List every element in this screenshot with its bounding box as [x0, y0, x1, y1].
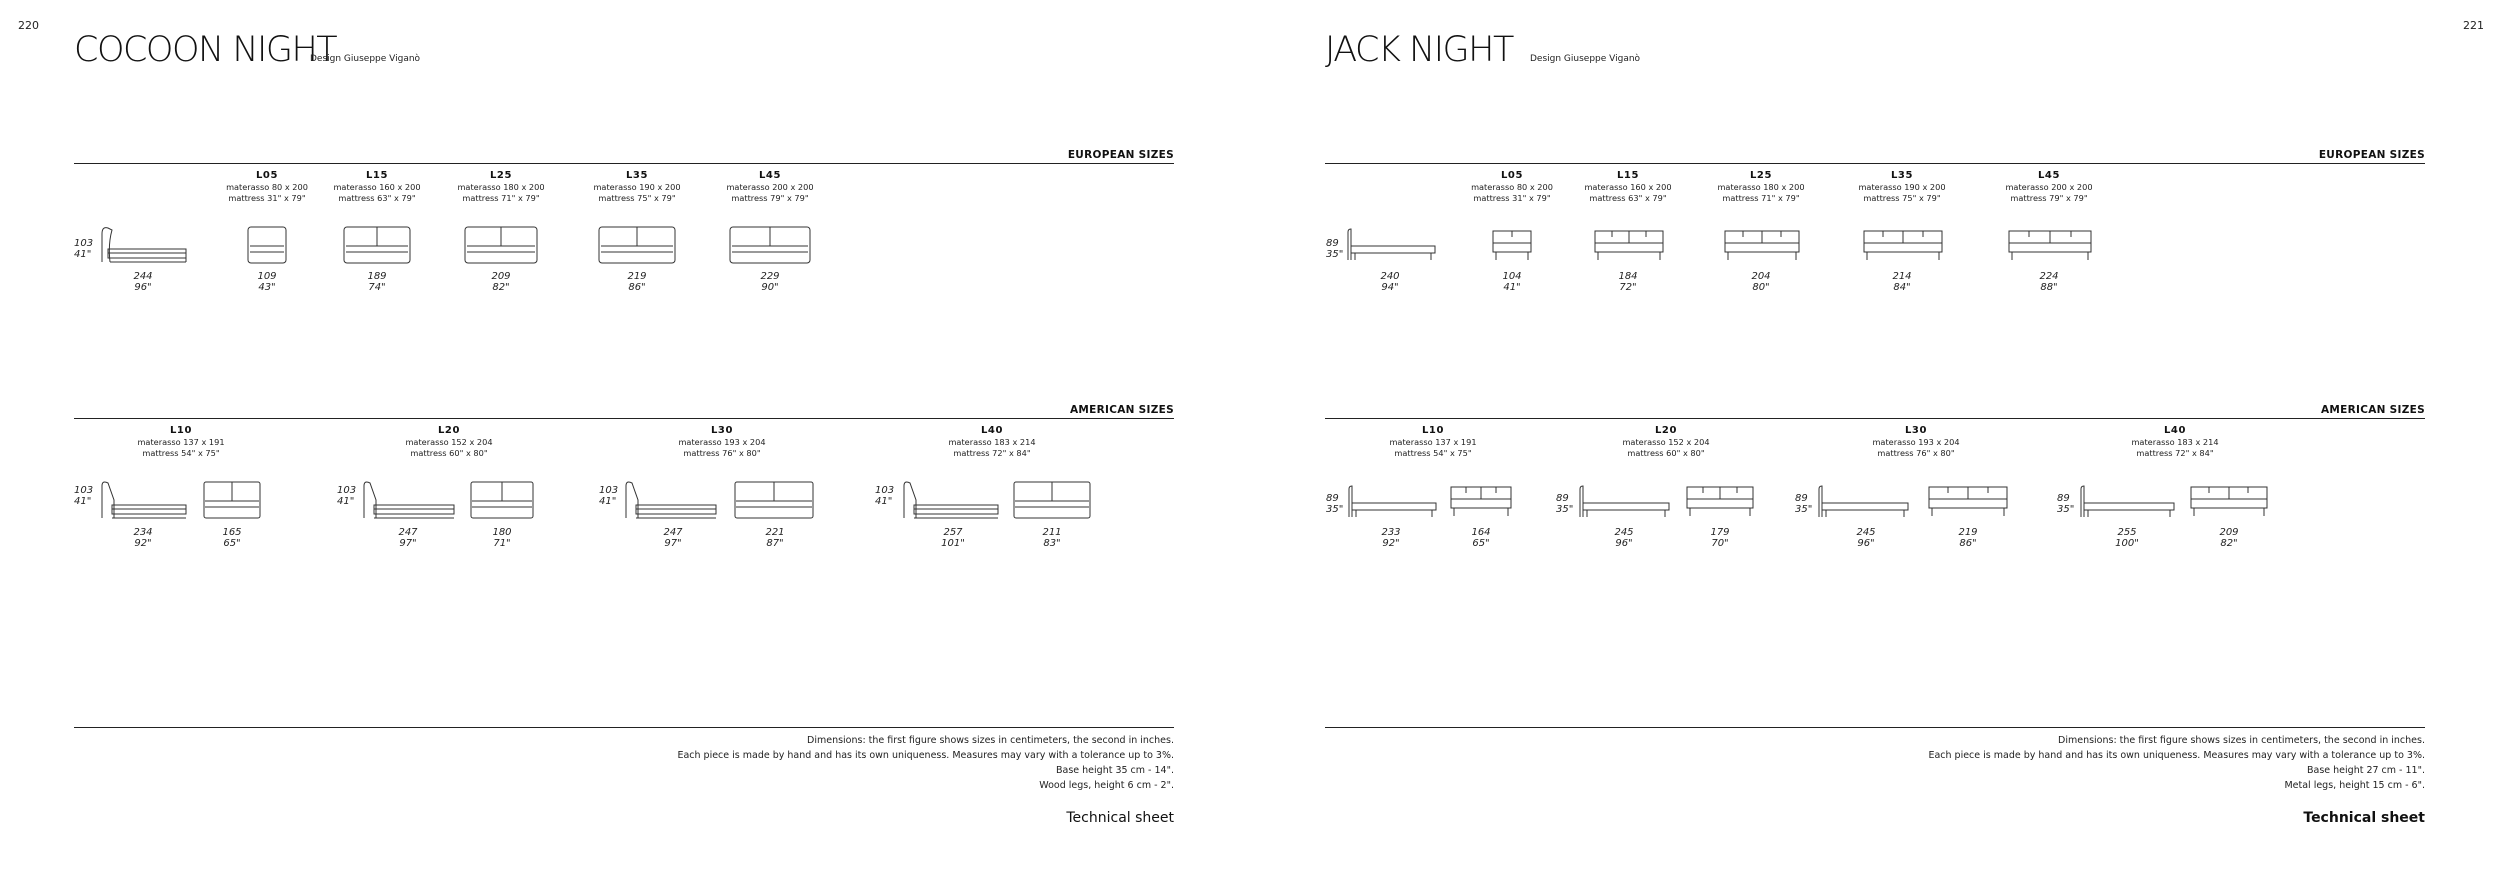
model-l20 [1622, 424, 1709, 458]
mattress-size-en: mattress 63" x 79" [338, 192, 416, 203]
page-number: 220 [18, 19, 39, 32]
width-dim-l05: 109 43" [257, 271, 277, 293]
model-code: L45 [2037, 170, 2061, 181]
mattress-size-en: mattress 31" x 79" [1473, 192, 1551, 203]
model-l20 [405, 424, 492, 458]
front-view-l40 [1013, 481, 1091, 521]
width-dim-l25: 209 82" [491, 271, 511, 293]
width-dim-l20: 180 71" [492, 527, 512, 549]
mattress-size-it: materasso 152 x 204 [1622, 437, 1710, 447]
length-dim-l20: 245 96" [1614, 527, 1634, 549]
front-view-l10 [203, 481, 261, 521]
model-l25 [1717, 169, 1804, 203]
model-l30 [678, 424, 765, 458]
width-dim-l10: 165 65" [222, 527, 242, 549]
width-dim-l15: 184 72" [1618, 271, 1638, 293]
model-code: L15 [1616, 170, 1640, 181]
height-dim-l10: 103 41" [74, 485, 94, 507]
width-dim-l35: 214 84" [1892, 271, 1912, 293]
width-dim-l05: 104 41" [1502, 271, 1522, 293]
page-right [1250, 0, 2499, 877]
model-code: L20 [1654, 425, 1678, 436]
side-view-drawing [1345, 228, 1437, 264]
model-l15 [1584, 169, 1671, 203]
width-dim-l15: 189 74" [367, 271, 387, 293]
width-dim-l25: 204 80" [1751, 271, 1771, 293]
side-view-l20 [1577, 485, 1671, 521]
length-dim-l10: 234 92" [133, 527, 153, 549]
notes-rule [1325, 727, 2425, 728]
technical-notes [1825, 733, 2425, 793]
mattress-size-en: mattress 76" x 80" [1877, 447, 1955, 458]
height-dim-l40: 89 35" [2057, 493, 2075, 515]
model-l40 [948, 424, 1035, 458]
model-code: L40 [2163, 425, 2187, 436]
mattress-size-it: materasso 180 x 200 [457, 182, 545, 192]
side-view-l20 [360, 480, 458, 522]
note-line: Dimensions: the first figure shows sizes in centimeters, the second in inches. [807, 735, 1174, 746]
front-view-l25 [464, 226, 538, 266]
side-length-dim: 244 96" [133, 271, 153, 293]
technical-sheet-label: Technical sheet [1066, 810, 1174, 826]
model-l05 [1471, 169, 1553, 203]
mattress-size-en: mattress 54" x 75" [142, 447, 220, 458]
mattress-size-en: mattress 71" x 79" [1722, 192, 1800, 203]
model-code: L05 [1500, 170, 1524, 181]
mattress-size-en: mattress 72" x 84" [2136, 447, 2214, 458]
product-title: JACK NIGHT [1325, 30, 1513, 70]
model-code: L10 [1421, 425, 1445, 436]
mattress-size-it: materasso 200 x 200 [2005, 182, 2093, 192]
length-dim-l30: 245 96" [1856, 527, 1876, 549]
european-sizes-heading: EUROPEAN SIZES [2318, 149, 2425, 161]
mattress-size-en: mattress 60" x 80" [410, 447, 488, 458]
mattress-size-en: mattress 60" x 80" [1627, 447, 1705, 458]
side-view-l10 [1346, 485, 1438, 521]
note-line: Dimensions: the first figure shows sizes in centimeters, the second in inches. [2058, 735, 2425, 746]
mattress-size-en: mattress 71" x 79" [462, 192, 540, 203]
model-code: L25 [1749, 170, 1773, 181]
model-code: L05 [255, 170, 279, 181]
front-view-l25 [1724, 230, 1800, 264]
height-dim-l10: 89 35" [1326, 493, 1344, 515]
mattress-size-it: materasso 160 x 200 [333, 182, 421, 192]
notes-rule [74, 727, 1174, 728]
mattress-size-it: materasso 193 x 204 [678, 437, 766, 447]
model-code: L25 [489, 170, 513, 181]
mattress-size-en: mattress 31" x 79" [228, 192, 306, 203]
side-view-l30 [622, 480, 720, 522]
european-sizes-heading: EUROPEAN SIZES [1067, 149, 1174, 161]
note-line: Each piece is made by hand and has its own uniqueness. Measures may vary with a tolerance up to 3%. [677, 750, 1174, 761]
model-l30 [1872, 424, 1959, 458]
model-code: L30 [710, 425, 734, 436]
page-left [0, 0, 1249, 877]
length-dim-l30: 247 97" [663, 527, 683, 549]
mattress-size-en: mattress 63" x 79" [1589, 192, 1667, 203]
model-l35 [593, 169, 680, 203]
front-view-l35 [1863, 230, 1943, 264]
height-dim-l30: 89 35" [1795, 493, 1813, 515]
length-dim-l20: 247 97" [398, 527, 418, 549]
model-l10 [1389, 424, 1476, 458]
mattress-size-it: materasso 190 x 200 [1858, 182, 1946, 192]
mattress-size-it: materasso 180 x 200 [1717, 182, 1805, 192]
front-view-l05 [1492, 230, 1532, 264]
model-l35 [1858, 169, 1945, 203]
side-view-l40 [900, 480, 1002, 522]
model-code: L20 [437, 425, 461, 436]
technical-notes [574, 733, 1174, 793]
american-sizes-heading: AMERICAN SIZES [2320, 404, 2425, 416]
technical-sheet-label: Technical sheet [2303, 810, 2425, 826]
width-dim-l30: 221 87" [765, 527, 785, 549]
mattress-size-it: materasso 80 x 200 [226, 182, 308, 192]
european-rule [1325, 163, 2425, 164]
mattress-size-it: materasso 152 x 204 [405, 437, 493, 447]
width-dim-l35: 219 86" [627, 271, 647, 293]
side-view-drawing [98, 224, 190, 266]
front-view-l45 [729, 226, 811, 266]
length-dim-l40: 257 101" [941, 527, 965, 549]
american-sizes-heading: AMERICAN SIZES [1069, 404, 1174, 416]
side-height-dim: 89 35" [1326, 238, 1344, 260]
model-code: L40 [980, 425, 1004, 436]
side-length-dim: 240 94" [1380, 271, 1400, 293]
front-view-l30 [1928, 486, 2008, 520]
height-dim-l30: 103 41" [599, 485, 619, 507]
note-line: Metal legs, height 15 cm - 6". [2284, 780, 2425, 791]
mattress-size-en: mattress 75" x 79" [1863, 192, 1941, 203]
mattress-size-it: materasso 137 x 191 [1389, 437, 1477, 447]
width-dim-l45: 229 90" [760, 271, 780, 293]
width-dim-l40: 209 82" [2219, 527, 2239, 549]
front-view-l15 [343, 226, 411, 266]
width-dim-l45: 224 88" [2039, 271, 2059, 293]
mattress-size-en: mattress 79" x 79" [2010, 192, 2088, 203]
mattress-size-en: mattress 54" x 75" [1394, 447, 1472, 458]
mattress-size-it: materasso 137 x 191 [137, 437, 225, 447]
front-view-l40 [2190, 486, 2268, 520]
height-dim-l40: 103 41" [875, 485, 895, 507]
product-title: COCOON NIGHT [74, 30, 337, 70]
front-view-l05 [247, 226, 287, 266]
mattress-size-it: materasso 193 x 204 [1872, 437, 1960, 447]
mattress-size-it: materasso 190 x 200 [593, 182, 681, 192]
model-code: L35 [625, 170, 649, 181]
american-rule [1325, 418, 2425, 419]
model-l45 [2005, 169, 2092, 203]
front-view-l15 [1594, 230, 1664, 264]
length-dim-l40: 255 100" [2115, 527, 2139, 549]
mattress-size-en: mattress 72" x 84" [953, 447, 1031, 458]
front-view-l45 [2008, 230, 2092, 264]
width-dim-l40: 211 83" [1042, 527, 1062, 549]
note-line: Base height 35 cm - 14". [1056, 765, 1174, 776]
front-view-l10 [1450, 486, 1512, 520]
model-code: L45 [758, 170, 782, 181]
american-rule [74, 418, 1174, 419]
model-l25 [457, 169, 544, 203]
model-l10 [137, 424, 224, 458]
front-view-l20 [470, 481, 534, 521]
mattress-size-it: materasso 200 x 200 [726, 182, 814, 192]
model-l40 [2131, 424, 2218, 458]
side-view-l10 [98, 480, 190, 522]
mattress-size-it: materasso 80 x 200 [1471, 182, 1553, 192]
designer-credit: Design Giuseppe Viganò [1530, 54, 1641, 64]
model-code: L15 [365, 170, 389, 181]
page-number: 221 [2463, 19, 2484, 32]
height-dim-l20: 89 35" [1556, 493, 1574, 515]
designer-credit: Design Giuseppe Viganò [310, 54, 421, 64]
model-code: L10 [169, 425, 193, 436]
height-dim-l20: 103 41" [337, 485, 357, 507]
side-view-l30 [1816, 485, 1910, 521]
mattress-size-en: mattress 79" x 79" [731, 192, 809, 203]
mattress-size-en: mattress 76" x 80" [683, 447, 761, 458]
note-line: Each piece is made by hand and has its own uniqueness. Measures may vary with a tolerance up to 3%. [1928, 750, 2425, 761]
note-line: Base height 27 cm - 11". [2307, 765, 2425, 776]
mattress-size-en: mattress 75" x 79" [598, 192, 676, 203]
width-dim-l30: 219 86" [1958, 527, 1978, 549]
mattress-size-it: materasso 160 x 200 [1584, 182, 1672, 192]
model-l05 [226, 169, 308, 203]
mattress-size-it: materasso 183 x 214 [2131, 437, 2219, 447]
model-code: L30 [1904, 425, 1928, 436]
model-l45 [726, 169, 813, 203]
front-view-l20 [1686, 486, 1754, 520]
model-l15 [333, 169, 420, 203]
european-rule [74, 163, 1174, 164]
mattress-size-it: materasso 183 x 214 [948, 437, 1036, 447]
model-code: L35 [1890, 170, 1914, 181]
width-dim-l10: 164 65" [1471, 527, 1491, 549]
side-view-l40 [2078, 485, 2176, 521]
side-height-dim: 103 41" [74, 238, 94, 260]
length-dim-l10: 233 92" [1381, 527, 1401, 549]
width-dim-l20: 179 70" [1710, 527, 1730, 549]
note-line: Wood legs, height 6 cm - 2". [1039, 780, 1174, 791]
front-view-l35 [598, 226, 676, 266]
front-view-l30 [734, 481, 814, 521]
